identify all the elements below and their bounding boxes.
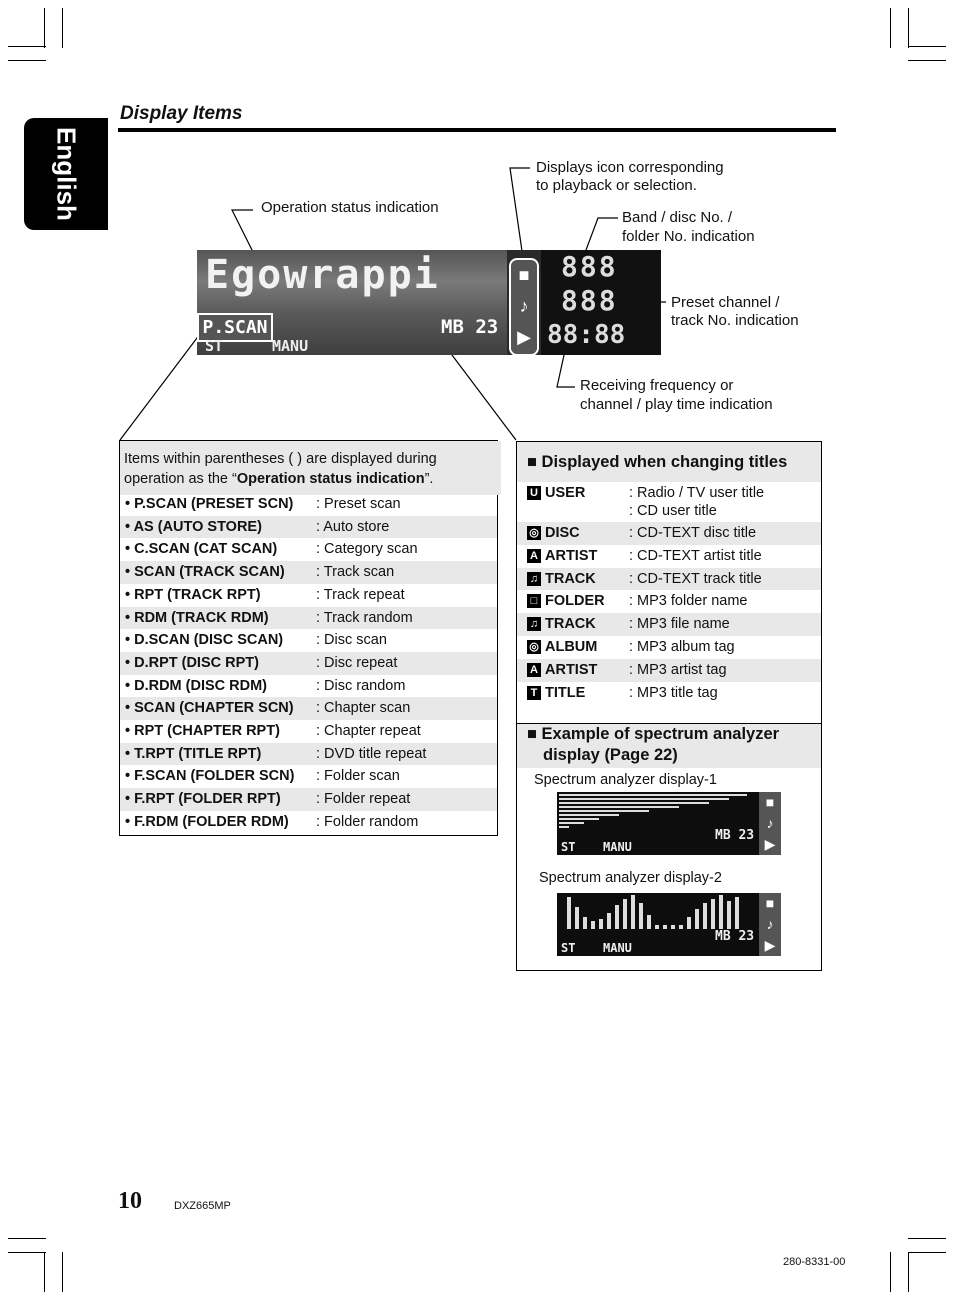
title-key: TRACK bbox=[545, 570, 596, 587]
status-item-row bbox=[120, 652, 497, 675]
title-key: TITLE bbox=[545, 684, 586, 701]
title-key: ARTIST bbox=[545, 661, 598, 678]
lcd-segment-area bbox=[541, 250, 661, 355]
status-item-key: • P.SCAN (PRESET SCN) bbox=[125, 496, 294, 512]
status-item-key: • RDM (TRACK RDM) bbox=[125, 609, 269, 626]
spectrum-heading-line1: ■ Example of spectrum analyzer bbox=[527, 725, 780, 743]
callout-band-line1: Band / disc No. / bbox=[622, 209, 733, 226]
user-icon: U bbox=[527, 486, 541, 500]
status-item-key: • SCAN (TRACK SCAN) bbox=[125, 564, 285, 581]
lcd-seg-band: 888 bbox=[561, 250, 618, 283]
status-item-row bbox=[120, 697, 497, 720]
titles-box bbox=[516, 441, 822, 971]
status-item-key: • SCAN (CHAPTER SCN) bbox=[125, 700, 294, 717]
crop-mark bbox=[908, 1252, 946, 1253]
lcd-display bbox=[197, 250, 661, 355]
title-type-icon: A bbox=[527, 549, 541, 563]
crop-mark bbox=[8, 1252, 46, 1253]
spectrum-manu: MANU bbox=[603, 941, 632, 955]
intro-bold: Operation status indication bbox=[236, 471, 425, 487]
lcd-mb: MB 23 bbox=[441, 316, 499, 338]
lcd-main-text: Egowrappi bbox=[205, 252, 440, 298]
status-item-key: • C.SCAN (CAT SCAN) bbox=[125, 541, 278, 558]
status-item-key: • F.SCAN (FOLDER SCN) bbox=[125, 768, 295, 785]
status-item-value: : Category scan bbox=[316, 541, 418, 558]
status-item-value: : Chapter repeat bbox=[316, 723, 421, 739]
title-key: FOLDER bbox=[545, 593, 605, 610]
status-item-value: : Disc random bbox=[316, 677, 406, 694]
status-item-value: : Disc scan bbox=[316, 632, 387, 649]
lcd-seg-preset: 888 bbox=[561, 284, 618, 317]
page-number: 10 bbox=[118, 1188, 142, 1214]
crop-mark bbox=[908, 1238, 946, 1239]
status-item-row bbox=[120, 607, 497, 630]
status-item-value: : Preset scan bbox=[316, 496, 401, 512]
title-value: : CD-TEXT disc title bbox=[629, 525, 757, 541]
status-item-row bbox=[120, 675, 497, 698]
status-item-row bbox=[120, 493, 497, 516]
document-code: 280-8331-00 bbox=[783, 1256, 846, 1268]
status-item-key: • RPT (TRACK RPT) bbox=[125, 586, 261, 603]
spectrum-label-2: Spectrum analyzer display-2 bbox=[539, 870, 722, 886]
title-key: DISC bbox=[545, 525, 580, 541]
play-icon: ▶ bbox=[517, 327, 531, 347]
status-item-key: • D.RDM (DISC RDM) bbox=[125, 677, 268, 694]
status-item-key: • F.RDM (FOLDER RDM) bbox=[125, 813, 289, 830]
status-item-row bbox=[120, 743, 497, 766]
spectrum-display-1 bbox=[557, 792, 781, 855]
spectrum-heading bbox=[517, 724, 821, 768]
status-item-row bbox=[120, 765, 497, 788]
intro-end: ”. bbox=[424, 471, 434, 487]
title-value: : MP3 album tag bbox=[629, 639, 735, 655]
status-item-row bbox=[120, 584, 497, 607]
status-items-intro bbox=[120, 441, 501, 495]
callout-band-line2: folder No. indication bbox=[622, 228, 755, 245]
status-item-row bbox=[120, 561, 497, 584]
status-item-key: • D.SCAN (DISC SCAN) bbox=[125, 632, 284, 649]
music-note-icon: ♪ bbox=[766, 814, 774, 831]
title-value: : MP3 file name bbox=[629, 616, 730, 633]
spectrum-label-1: Spectrum analyzer display-1 bbox=[534, 772, 717, 788]
status-item-row bbox=[120, 516, 497, 539]
titles-heading: ■ Displayed when changing titles bbox=[517, 442, 821, 482]
title-row bbox=[517, 590, 821, 613]
lcd-icon-column bbox=[509, 258, 539, 355]
spectrum-display-2 bbox=[557, 893, 781, 956]
spectrum-st: ST bbox=[561, 840, 576, 854]
status-item-value: : Disc repeat bbox=[316, 654, 398, 671]
status-items-box bbox=[119, 440, 498, 836]
spectrum-icon-column bbox=[759, 893, 781, 956]
lcd-manu: MANU bbox=[272, 337, 309, 355]
folder-icon: ■ bbox=[765, 895, 775, 911]
lcd-seg-time: 88:88 bbox=[547, 320, 626, 350]
title-type-icon: T bbox=[527, 686, 541, 700]
title-value: : MP3 artist tag bbox=[629, 661, 727, 678]
callout-operation-status: Operation status indication bbox=[261, 199, 439, 216]
status-item-value: : Track random bbox=[316, 609, 413, 626]
title-type-icon: ◎ bbox=[527, 526, 541, 540]
title-value: : CD-TEXT artist title bbox=[629, 547, 762, 564]
title-row bbox=[517, 613, 821, 636]
title-value: : MP3 title tag bbox=[629, 684, 718, 701]
crop-mark bbox=[908, 1252, 909, 1292]
title-type-icon: ◎ bbox=[527, 640, 541, 654]
status-item-key: • T.RPT (TITLE RPT) bbox=[125, 745, 262, 762]
section-title: Display Items bbox=[120, 103, 243, 124]
title-row bbox=[517, 636, 821, 659]
status-item-key: • F.RPT (FOLDER RPT) bbox=[125, 791, 281, 808]
folder-icon: ■ bbox=[518, 265, 530, 285]
spectrum-heading-line2: display (Page 22) bbox=[543, 746, 678, 764]
lcd-pscan-indicator: P.SCAN bbox=[197, 313, 273, 342]
spectrum-icon-column bbox=[759, 792, 781, 855]
model-number: DXZ665MP bbox=[174, 1200, 231, 1212]
status-item-value: : DVD title repeat bbox=[316, 745, 427, 762]
title-key: ARTIST bbox=[545, 547, 598, 564]
callout-preset-line2: track No. indication bbox=[671, 312, 799, 329]
title-type-icon: □ bbox=[527, 594, 541, 608]
spectrum-mb: MB 23 bbox=[715, 828, 755, 843]
title-row-user bbox=[517, 482, 821, 522]
lcd-st: ST bbox=[205, 337, 224, 355]
callout-icon-line2: to playback or selection. bbox=[536, 177, 697, 194]
callout-icon-line1: Displays icon corresponding bbox=[536, 159, 724, 176]
title-key: ALBUM bbox=[545, 639, 598, 655]
crop-mark bbox=[8, 1238, 46, 1239]
title-key: TRACK bbox=[545, 616, 596, 633]
callout-freq-line1: Receiving frequency or bbox=[580, 377, 734, 394]
callout-lines bbox=[0, 0, 954, 460]
language-tab-label: English bbox=[51, 127, 82, 221]
title-row bbox=[517, 568, 821, 591]
crop-mark bbox=[44, 1252, 45, 1292]
spectrum-manu: MANU bbox=[603, 840, 632, 854]
title-row bbox=[517, 545, 821, 568]
callout-preset-line1: Preset channel / bbox=[671, 294, 780, 311]
status-item-key: • AS (AUTO STORE) bbox=[125, 518, 262, 535]
title-value-2: : CD user title bbox=[629, 503, 717, 519]
title-row bbox=[517, 659, 821, 682]
title-key: USER bbox=[545, 485, 586, 501]
status-item-value: : Chapter scan bbox=[316, 700, 411, 717]
status-item-row bbox=[120, 538, 497, 561]
title-type-icon: A bbox=[527, 663, 541, 677]
crop-mark bbox=[890, 1252, 891, 1292]
status-item-value: : Folder scan bbox=[316, 768, 400, 785]
status-item-value: : Auto store bbox=[316, 518, 390, 535]
status-item-value: : Folder repeat bbox=[316, 791, 411, 808]
title-row bbox=[517, 682, 821, 705]
music-note-icon: ♪ bbox=[519, 296, 529, 316]
title-row bbox=[517, 522, 821, 545]
crop-mark bbox=[62, 1252, 63, 1292]
status-item-value: : Folder random bbox=[316, 813, 419, 830]
title-type-icon: ♫ bbox=[527, 572, 541, 586]
play-icon: ▶ bbox=[764, 835, 776, 852]
intro-text: Items within parentheses ( ) are displayed during operation as the “ bbox=[124, 451, 437, 487]
spectrum-mb: MB 23 bbox=[715, 929, 755, 944]
status-item-row bbox=[120, 811, 497, 834]
title-value: : Radio / TV user title bbox=[629, 485, 765, 501]
lcd-main-area bbox=[197, 250, 507, 355]
status-item-row bbox=[120, 720, 497, 743]
spectrum-st: ST bbox=[561, 941, 576, 955]
status-item-value: : Track scan bbox=[316, 564, 395, 581]
folder-icon: ■ bbox=[765, 794, 775, 810]
music-note-icon: ♪ bbox=[766, 915, 774, 932]
status-item-key: • RPT (CHAPTER RPT) bbox=[125, 723, 280, 739]
callout-freq-line2: channel / play time indication bbox=[580, 396, 773, 413]
play-icon: ▶ bbox=[764, 936, 776, 953]
status-item-key: • D.RPT (DISC RPT) bbox=[125, 654, 259, 671]
title-type-icon: ♫ bbox=[527, 617, 541, 631]
status-item-row bbox=[120, 788, 497, 811]
status-item-row bbox=[120, 629, 497, 652]
title-value: : MP3 folder name bbox=[629, 593, 748, 610]
status-item-value: : Track repeat bbox=[316, 586, 405, 603]
title-value: : CD-TEXT track title bbox=[629, 570, 762, 587]
